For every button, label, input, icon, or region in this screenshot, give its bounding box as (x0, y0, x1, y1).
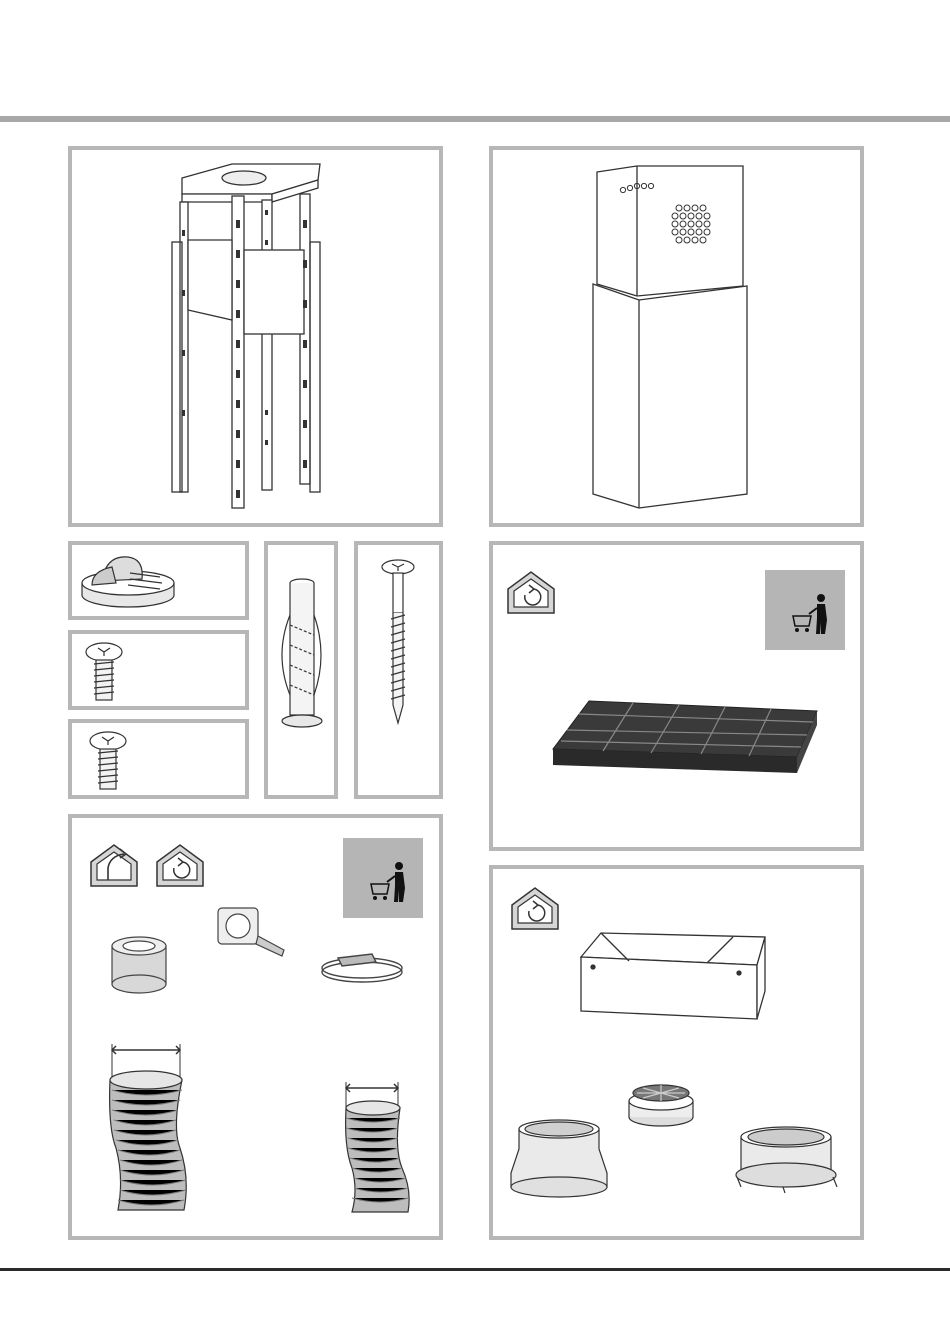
charcoal-filter-drawing (545, 695, 825, 785)
wall-plug-drawing (268, 545, 334, 795)
recirculation-kit-drawing (493, 869, 860, 1236)
top-rule (0, 116, 950, 122)
panel-charcoal-filter (489, 541, 864, 851)
flexible-duct-large-drawing (110, 1044, 187, 1210)
panel-chimney (489, 146, 864, 527)
panel-long-screw (354, 541, 443, 799)
panel-recirculation-kit (489, 865, 864, 1240)
panel-support-frame (68, 146, 443, 527)
shopping-cart-person-icon (765, 570, 845, 650)
panel-extraction-kit (68, 814, 443, 1240)
panel-screw-2 (68, 719, 249, 799)
chimney-drawing (493, 150, 860, 523)
panel-screw-1 (68, 630, 249, 710)
round-grille-drawing (629, 1085, 693, 1126)
bottom-rule (0, 1268, 950, 1271)
deflector-box-drawing (581, 933, 765, 1019)
support-frame-drawing (72, 150, 439, 523)
non-return-valve-drawing (72, 545, 245, 616)
screw-drawing (72, 634, 245, 706)
tape-measure-drawing (218, 908, 284, 956)
screw-drawing (72, 723, 245, 795)
panel-wall-plug (264, 541, 338, 799)
panel-valve (68, 541, 249, 620)
reducer-adapter-drawing (511, 1120, 607, 1197)
flexible-duct-small-drawing (346, 1082, 410, 1212)
wood-screw-drawing (358, 545, 439, 795)
extraction-kit-drawing (72, 818, 439, 1236)
recirculation-house-icon (505, 569, 557, 615)
hose-clamp-drawing (322, 954, 402, 982)
tape-roll-drawing (112, 937, 166, 993)
flange-adapter-drawing (736, 1127, 837, 1193)
purchase-separately-badge (765, 570, 845, 650)
